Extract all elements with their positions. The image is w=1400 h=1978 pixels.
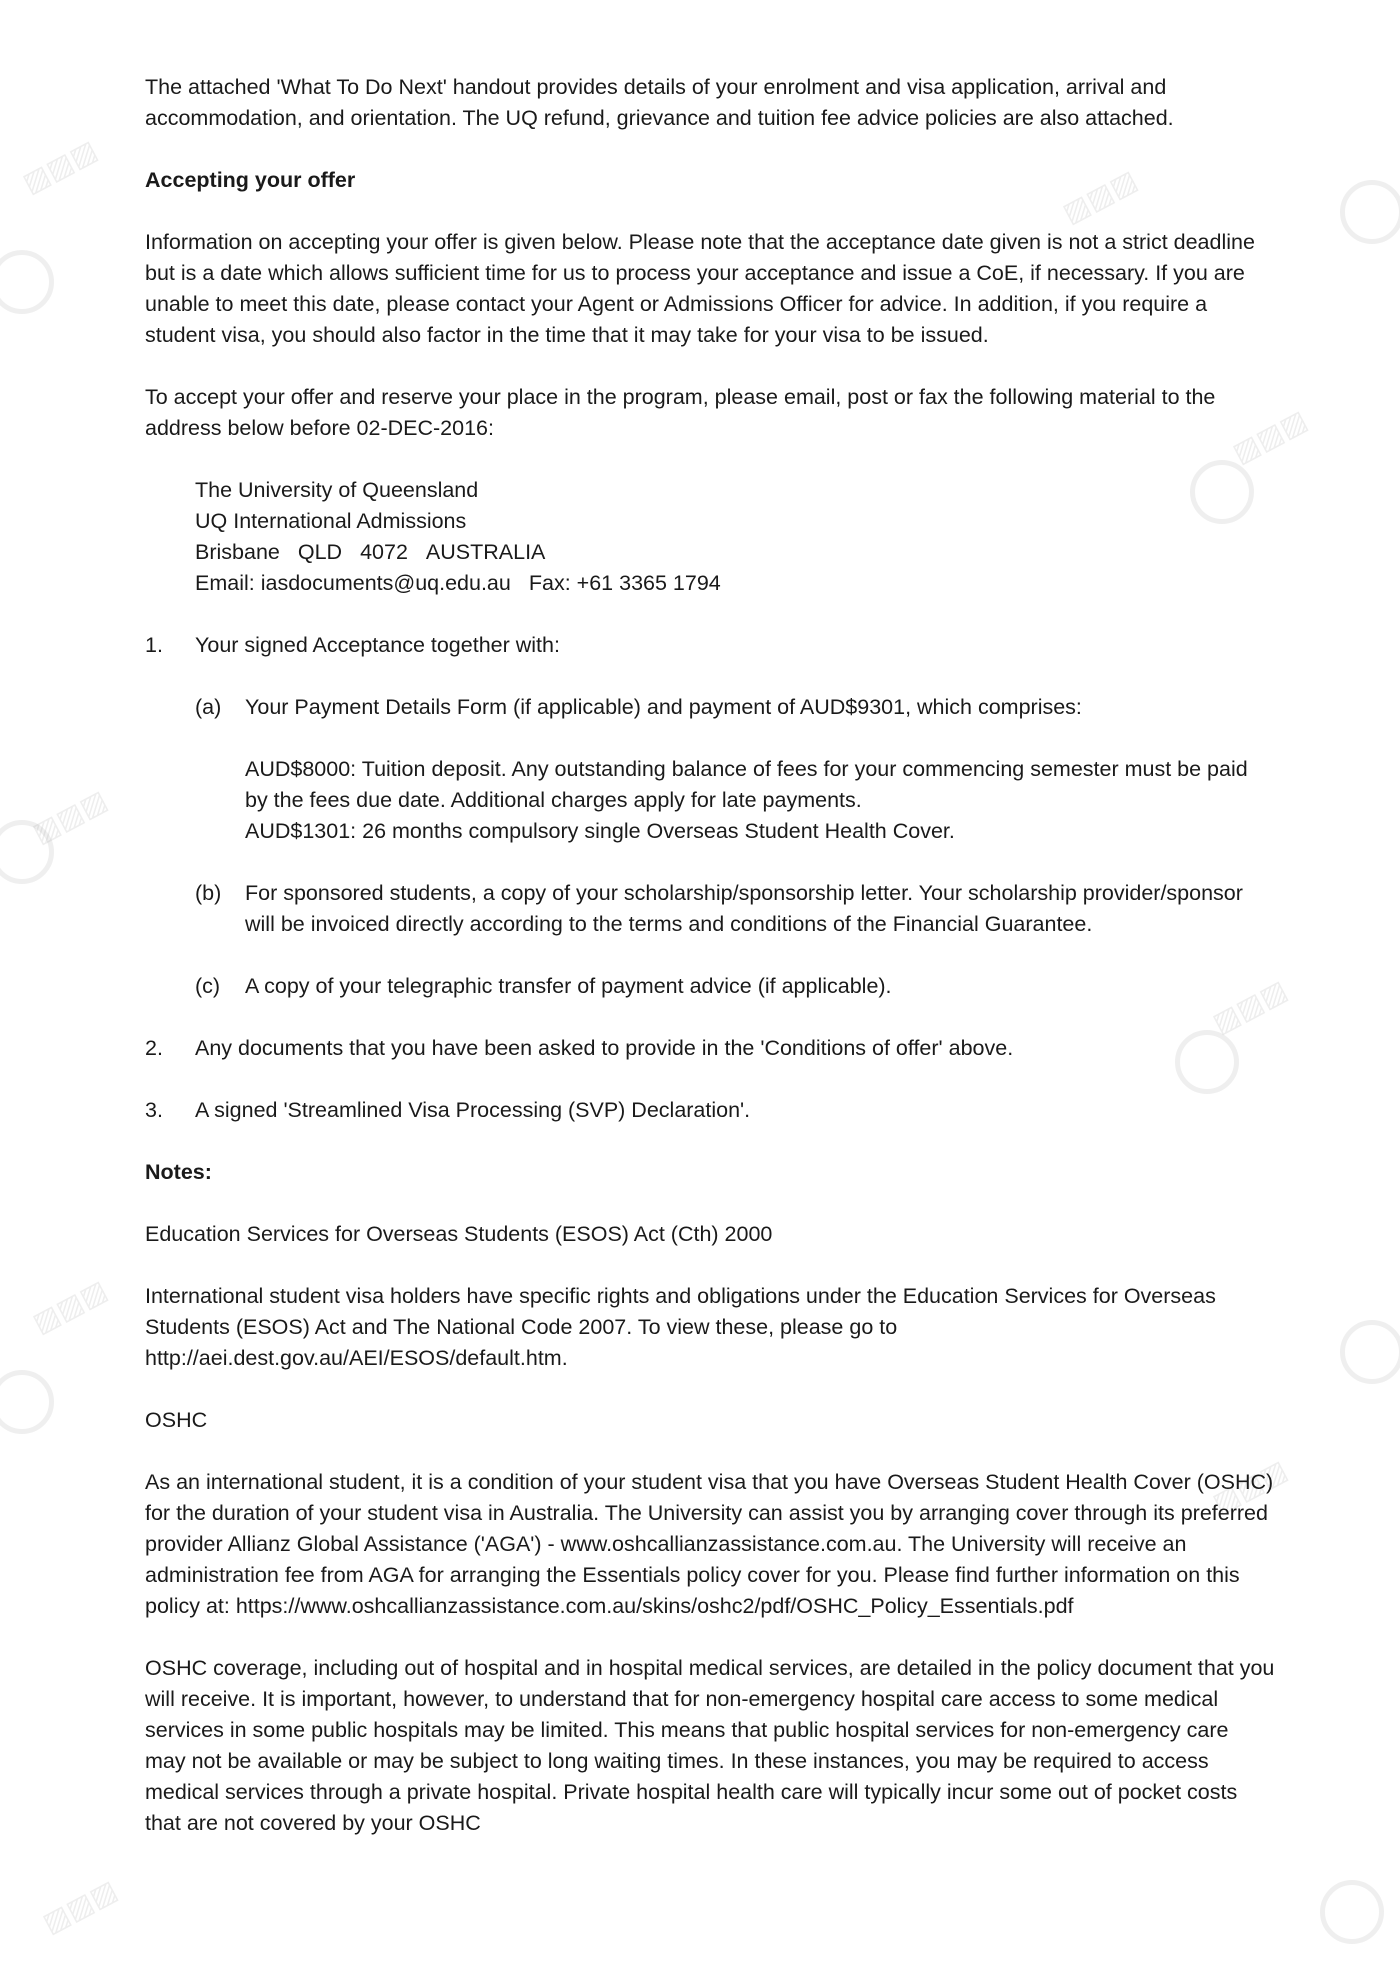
fax-label: Fax:: [528, 571, 571, 595]
list-item: [145, 630, 1275, 661]
list-item: [145, 1095, 1275, 1126]
list-item-number: 2.: [145, 1036, 163, 1060]
mailing-address: [145, 475, 1275, 599]
list-item: [145, 1033, 1275, 1064]
watermark-logo: ▨▨▨: [1206, 1453, 1293, 1520]
watermark-seal: [0, 250, 54, 314]
sub-item-text: A copy of your telegraphic transfer of payment advice (if applicable).: [245, 974, 892, 998]
watermark-logo: ▨▨▨: [36, 1873, 123, 1940]
document-page: [145, 72, 1275, 1839]
list-item-text: A signed 'Streamlined Visa Processing (SVP) Declaration'.: [195, 1098, 751, 1122]
sub-item-label: (b): [195, 881, 222, 905]
list-item-text: Your signed Acceptance together with:: [195, 633, 560, 657]
address-line-2: UQ International Admissions: [195, 509, 467, 533]
esos-title: Education Services for Overseas Students (ESOS) Act (Cth) 2000: [145, 1222, 773, 1246]
watermark-logo: ▨▨▨: [16, 133, 103, 200]
oshc-paragraph-2: OSHC coverage, including out of hospital and in hospital medical services, are detailed in the policy document that you will receive. It is important, however, to understand that for non-emergency hospital care access to some medical services in some public hospitals may be limited. This means that public hospital services for non-emergency care may not be available or may be subject to long waiting times. In these instances, you may be required to access medical services through a private hospital. Private hospital health care will typically incur some out of pocket costs that are not covered by your OSHC: [145, 1656, 1275, 1835]
address-city: Brisbane: [195, 540, 280, 564]
accept-instructions-paragraph: To accept your offer and reserve your place in the program, please email, post or fax the following material to the address below before 02-DEC-2016:: [145, 385, 1216, 440]
esos-paragraph: International student visa holders have specific rights and obligations under the Education Services for Overseas Students (ESOS) Act and The National Code 2007. To view these, please go to http://aei.dest.gov.au/AEI/ESOS/default.htm.: [145, 1284, 1216, 1370]
fax-number: +61 3365 1794: [576, 571, 721, 595]
sub-item-label: (a): [195, 695, 222, 719]
watermark-logo: ▨▨▨: [26, 1273, 113, 1340]
watermark-logo: ▨▨▨: [1226, 403, 1313, 470]
watermark-seal: [0, 1370, 54, 1434]
sub-item-label: (c): [195, 974, 221, 998]
sub-list-item: [145, 692, 1275, 723]
watermark-seal: [0, 820, 54, 884]
list-item-number: 1.: [145, 633, 163, 657]
watermark-seal: [1340, 1320, 1400, 1384]
sub-list-item: [145, 971, 1275, 1002]
sub-list-item: [145, 878, 1275, 940]
address-contact-line: [195, 568, 1275, 599]
list-item-text: Any documents that you have been asked to provide in the 'Conditions of offer' above.: [195, 1036, 1014, 1060]
payment-breakdown: [145, 754, 1275, 847]
address-line-3: [195, 537, 1275, 568]
list-item-number: 3.: [145, 1098, 163, 1122]
address-postcode: 4072: [360, 540, 408, 564]
sub-item-text: Your Payment Details Form (if applicable) and payment of AUD$9301, which comprises:: [245, 695, 1082, 719]
address-country: AUSTRALIA: [425, 540, 546, 564]
email-label: Email:: [195, 571, 255, 595]
accepting-paragraph: Information on accepting your offer is given below. Please note that the acceptance date given is not a strict deadline but is a date which allows sufficient time for us to process your acceptance and issue a CoE, if necessary. If you are unable to meet this date, please contact your Agent or Admissions Officer for advice. In addition, if you require a student visa, you should also factor in the time that it may take for your visa to be issued.: [145, 230, 1255, 347]
oshc-title: OSHC: [145, 1408, 208, 1432]
address-state: QLD: [297, 540, 343, 564]
intro-paragraph: The attached 'What To Do Next' handout provides details of your enrolment and visa application, arrival and accommodation, and orientation. The UQ refund, grievance and tuition fee advice policies are also attached.: [145, 75, 1174, 130]
oshc-paragraph-1: As an international student, it is a condition of your student visa that you have Overseas Student Health Cover (OSHC) for the duration of your student visa in Australia. The University can assist you by arranging cover through its preferred provider Allianz Global Assistance ('AGA') - www.oshcallianzassistance.com.au. The University will receive an administration fee from AGA for arranging the Essentials policy cover for you. Please find further information on this policy at: https://www.oshcallianzassistance.com.au/skins/oshc2/pdf/OSHC_Policy_Essentials.pdf: [145, 1470, 1274, 1618]
accepting-heading: Accepting your offer: [145, 168, 356, 192]
watermark-logo: ▨▨▨: [1206, 973, 1293, 1040]
address-line-1: The University of Queensland: [195, 478, 479, 502]
watermark-logo: ▨▨▨: [1056, 163, 1143, 230]
tuition-deposit-line: AUD$8000: Tuition deposit. Any outstanding balance of fees for your commencing semester must be paid by the fees due date. Additional charges apply for late payments.: [245, 757, 1248, 812]
watermark-seal: [1320, 1880, 1384, 1944]
watermark-seal: [1340, 180, 1400, 244]
oshc-cover-line: AUD$1301: 26 months compulsory single Overseas Student Health Cover.: [245, 819, 955, 843]
sub-item-text: For sponsored students, a copy of your scholarship/sponsorship letter. Your scholarship provider/sponsor will be invoiced directly according to the terms and conditions of the Financial Guarantee.: [245, 881, 1243, 936]
watermark-logo: ▨▨▨: [26, 783, 113, 850]
email-address-link[interactable]: iasdocuments@uq.edu.au: [260, 571, 511, 595]
notes-heading: Notes:: [145, 1160, 212, 1184]
